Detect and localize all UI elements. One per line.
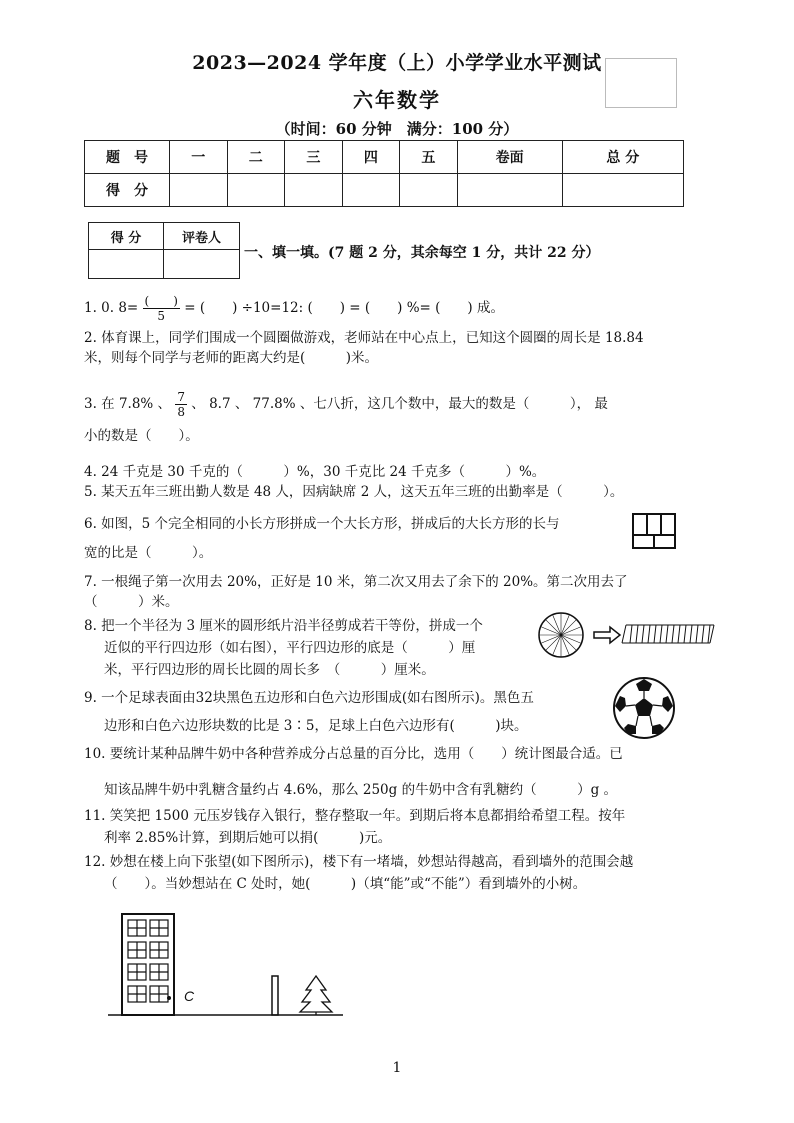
question-8-line-3: 米，平行四边形的周长比圆的周长多 （ ）厘米。 [104, 662, 435, 678]
building-wall-tree-figure [108, 910, 348, 1022]
question-7-line-1: 7. 一根绳子第一次用去 20%，正好是 10 米，第二次又用去了余下的 20%。第二次用去了 [84, 574, 628, 590]
score-col-4: 四 [342, 141, 400, 174]
question-6-line-1: 6. 如图，5 个完全相同的小长方形拼成一个大长方形，拼成后的大长方形的长与 [84, 516, 560, 532]
question-4: 4. 24 千克是 30 千克的（ ）%，30 千克比 24 千克多（ ）%。 [84, 464, 546, 480]
exam-title: 2023—2024 学年度（上）小学学业水平测试 [192, 52, 602, 74]
q3-fraction [175, 390, 187, 419]
soccer-ball-icon [612, 676, 676, 740]
q1-fraction [143, 294, 180, 323]
question-3-line-1 [84, 390, 684, 419]
score-row-label: 得 分 [85, 174, 170, 207]
exam-subtitle: 六年数学 [353, 88, 441, 112]
rectangle-puzzle-figure [632, 513, 676, 549]
q3-fraction-numerator: 7 [177, 390, 185, 404]
time-info: （时间：60 分钟 满分：100 分） [275, 120, 519, 138]
score-table-header-label: 题 号 [85, 141, 170, 174]
score-cell[interactable] [457, 174, 562, 207]
grader-score-cell[interactable] [89, 250, 164, 279]
question-6-line-2: 宽的比是（ ）。 [84, 545, 213, 561]
score-cell[interactable] [562, 174, 683, 207]
q1-fraction-numerator[interactable]: ( ) [144, 294, 178, 308]
grader-score-label: 得 分 [89, 223, 164, 250]
q3-prefix: 3. 在 7.8% 、 [84, 396, 172, 412]
circle-to-parallelogram-figure [536, 610, 716, 660]
question-9-line-2: 边形和白色六边形块数的比是 3∶5，足球上白色六边形有( )块。 [104, 718, 528, 734]
score-table-header-row [85, 141, 684, 174]
question-8-line-2: 近似的平行四边形（如右图），平行四边形的底是（ ）厘 [104, 640, 476, 656]
question-3-line-2: 小的数是（ ）。 [84, 428, 199, 444]
question-12-line-1: 12. 妙想在楼上向下张望(如下图所示)，楼下有一堵墙，妙想站得越高，看到墙外的范围会越 [84, 854, 634, 870]
score-col-7: 总 分 [562, 141, 683, 174]
question-9-line-1: 9. 一个足球表面由32块黑色五边形和白色六边形围成(如右图所示)。黑色五 [84, 690, 534, 706]
point-c-label: C [184, 988, 195, 1004]
score-cell[interactable] [170, 174, 228, 207]
question-5: 5. 某天五年三班出勤人数是 48 人，因病缺席 2 人，这天五年三班的出勤率是（ ）。 [84, 484, 624, 500]
q3-fraction-denominator: 8 [177, 405, 185, 419]
score-col-3: 三 [285, 141, 343, 174]
score-col-1: 一 [170, 141, 228, 174]
question-10-line-2: 知该品牌牛奶中乳糖含量约占 4.6%，那么 250g 的牛奶中含有乳糖约（ ）g 。 [104, 782, 618, 798]
grader-name-cell[interactable] [164, 250, 240, 279]
score-col-2: 二 [227, 141, 285, 174]
page-number: 1 [392, 1060, 402, 1076]
score-cell[interactable] [285, 174, 343, 207]
q1-fraction-denominator: 5 [157, 309, 166, 323]
question-11-line-2: 利率 2.85%计算，到期后她可以捐( )元。 [104, 830, 392, 846]
question-7-line-2: （ ）米。 [84, 594, 179, 610]
grader-name-label: 评卷人 [164, 223, 240, 250]
grader-table [88, 222, 240, 279]
question-11-line-1: 11. 笑笑把 1500 元压岁钱存入银行，整存整取一年。到期后将本息都捐给希望工程。按年 [84, 808, 626, 824]
question-2-line-2: 米，则每个同学与老师的距离大约是( )米。 [84, 350, 379, 366]
score-table-score-row [85, 174, 684, 207]
question-8-line-1: 8. 把一个半径为 3 厘米的圆形纸片沿半径剪成若干等份，拼成一个 [84, 618, 483, 634]
score-cell[interactable] [342, 174, 400, 207]
score-cell[interactable] [400, 174, 458, 207]
q1-prefix: 1. 0. 8= [84, 300, 139, 316]
section-1-title: 一、填一填。(7 题 2 分，其余每空 1 分，共计 22 分） [244, 245, 600, 261]
score-cell[interactable] [227, 174, 285, 207]
q1-rest: = ( ) ÷10=12: ( ) = ( ) %= ( ) 成。 [184, 300, 504, 316]
question-1 [84, 294, 684, 323]
question-2-line-1: 2. 体育课上，同学们围成一个圆圈做游戏，老师站在中心点上，已知这个圆圈的周长是 18.84 [84, 330, 644, 346]
q3-rest: 、 8.7 、 77.8% 、七八折，这几个数中，最大的数是（ ）， 最 [191, 396, 608, 412]
score-col-6: 卷面 [457, 141, 562, 174]
corner-box [605, 58, 677, 108]
score-col-5: 五 [400, 141, 458, 174]
question-10-line-1: 10. 要统计某种品牌牛奶中各种营养成分占总量的百分比，选用（ ）统计图最合适。已 [84, 746, 623, 762]
question-12-line-2: （ ）。当妙想站在 C 处时，她( )（填“能”或“不能”）看到墙外的小树。 [104, 876, 587, 892]
score-table [84, 140, 684, 207]
